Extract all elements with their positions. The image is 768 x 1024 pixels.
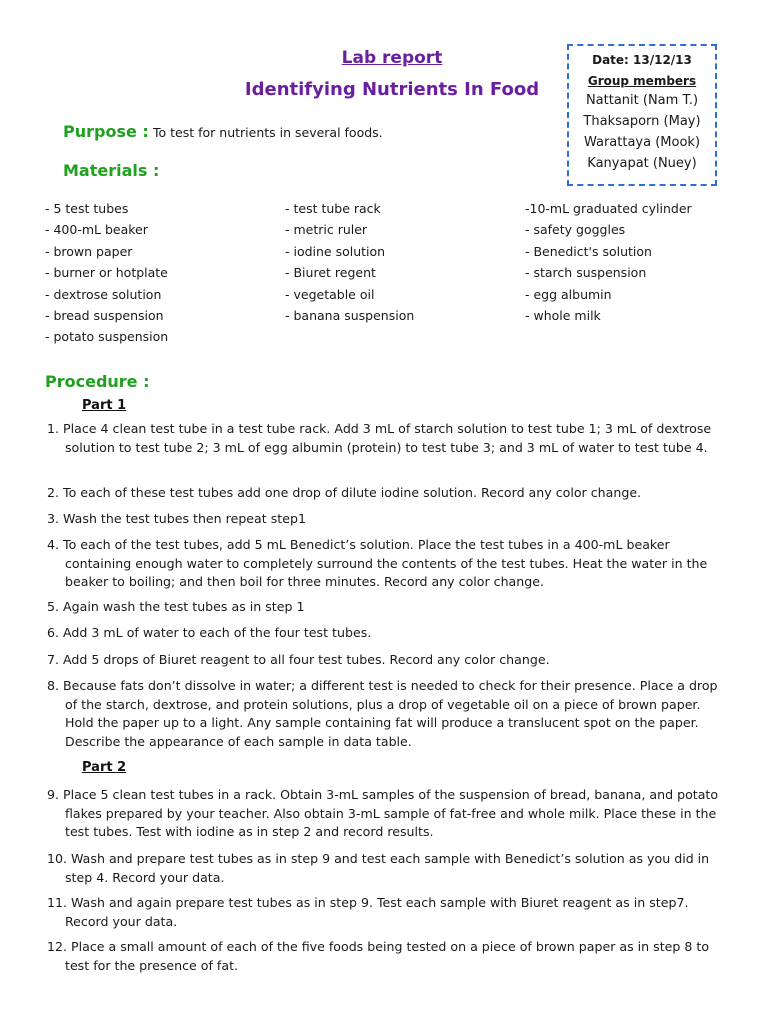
- material-item: - bread suspension: [45, 308, 164, 324]
- group-member: Kanyapat (Nuey): [587, 156, 697, 171]
- material-item: - whole milk: [525, 308, 601, 324]
- material-item: - starch suspension: [525, 265, 647, 281]
- procedure-step: 6. Add 3 mL of water to each of the four test tubes.: [47, 625, 372, 640]
- material-item: - dextrose solution: [45, 286, 162, 302]
- material-item: - 5 test tubes: [45, 201, 129, 216]
- procedure-step: 1. Place 4 clean test tube in a test tube rack. Add 3 mL of starch solution to test tube 1; 3 mL of dextrose solution to test tube 2; 3 mL of egg albumin (protein) to test tube 3; and 3 mL of water to test tube 4.: [47, 421, 712, 455]
- purpose-heading: Purpose :: [63, 122, 149, 141]
- material-item: -10-mL graduated cylinder: [525, 201, 692, 216]
- report-subtitle: Identifying Nutrients In Food: [244, 79, 540, 100]
- material-item: - banana suspension: [285, 308, 415, 324]
- procedure-step: 9. Place 5 clean test tubes in a rack. Obtain 3-mL samples of the suspension of bread, banana, and potato flakes prepared by your teacher. Also obtain 3-mL sample of fat-free and whole milk. Place these in the test tubes. Test with iodine as in step 2 and record results.: [47, 787, 719, 839]
- part-1-label: Part 1: [82, 398, 127, 413]
- procedure-step: 8. Because fats don’t dissolve in water; a different test is needed to check for their presence. Place a drop of the starch, dextrose, and protein solutions, plus a drop of vegetable oil on a piece of brown paper. Hold the paper up to a light. Any sample containing fat will produce a translucent spot on the paper. Describe the appearance of each sample in data table.: [47, 678, 718, 749]
- part-2-label: Part 2: [82, 760, 127, 775]
- date-label: Date: 13/12/13: [592, 53, 692, 67]
- purpose-text: To test for nutrients in several foods.: [153, 125, 383, 140]
- material-item: - metric ruler: [285, 222, 368, 238]
- materials-heading: Materials :: [63, 161, 160, 180]
- group-member: Nattanit (Nam T.): [585, 93, 699, 108]
- procedure-step: 7. Add 5 drops of Biuret reagent to all four test tubes. Record any color change.: [47, 652, 550, 667]
- procedure-step: 12. Place a small amount of each of the five foods being tested on a piece of brown paper as in step 8 to test for the presence of fat.: [47, 939, 710, 973]
- material-item: - safety goggles: [525, 222, 626, 238]
- procedure-heading: Procedure :: [45, 372, 150, 391]
- procedure-step: 4. To each of the test tubes, add 5 mL Benedict’s solution. Place the test tubes in a 400-mL beaker containing enough water to completely surround the contents of the test tubes. Heat the water in the beaker to boiling; and then boil for three minutes. Record any color change.: [47, 537, 708, 589]
- procedure-step: 10. Wash and prepare test tubes as in step 9 and test each sample with Benedict’s solution as you did in step 4. Record your data.: [47, 851, 710, 885]
- group-members-label: Group members: [587, 74, 697, 88]
- material-item: - test tube rack: [285, 201, 381, 216]
- material-item: - Benedict's solution: [525, 243, 652, 259]
- info-box: [567, 44, 717, 186]
- material-item: - brown paper: [45, 243, 133, 259]
- material-item: - egg albumin: [525, 286, 612, 302]
- material-item: - vegetable oil: [285, 286, 375, 302]
- material-item: - burner or hotplate: [45, 265, 168, 281]
- group-member: Thaksaporn (May): [583, 114, 701, 129]
- materials-column: [45, 198, 168, 348]
- procedure-step: 2. To each of these test tubes add one drop of dilute iodine solution. Record any color change.: [47, 485, 642, 500]
- materials-column: [525, 198, 692, 326]
- procedure-step: 5. Again wash the test tubes as in step 1: [47, 599, 305, 614]
- procedure-step: 11. Wash and again prepare test tubes as in step 9. Test each sample with Biuret reagent as in step7. Record your data.: [47, 895, 689, 929]
- materials-column: [285, 198, 414, 326]
- material-item: - Biuret regent: [285, 265, 376, 281]
- procedure-step: 3. Wash the test tubes then repeat step1: [47, 511, 306, 526]
- material-item: - iodine solution: [285, 243, 386, 259]
- group-member: Warattaya (Mook): [583, 135, 701, 150]
- material-item: - potato suspension: [45, 329, 169, 345]
- report-title: Lab report: [341, 48, 443, 68]
- material-item: - 400-mL beaker: [45, 222, 148, 238]
